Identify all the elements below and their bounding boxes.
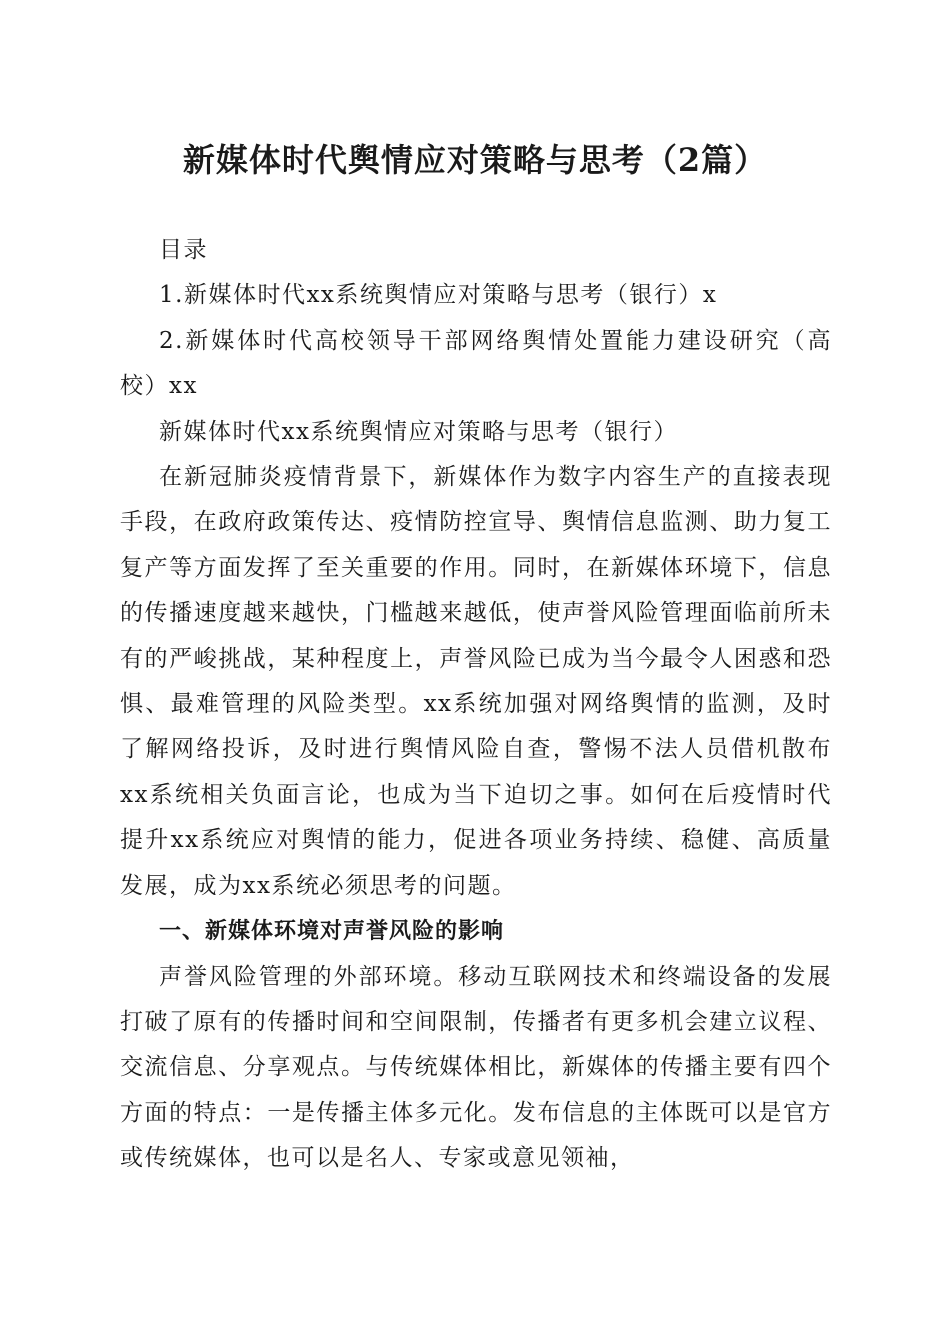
document-title: 新媒体时代舆情应对策略与思考（2篇）	[182, 141, 768, 179]
paragraph-environment: 声誉风险管理的外部环境。移动互联网技术和终端设备的发展打破了原有的传播时间和空间限制，传播者有更多机会建立议程、交流信息、分享观点。与传统媒体相比，新媒体的传播主要有四个方面的特点：一是传播主体多元化。发布信息的主体既可以是官方或传统媒体，也可以是名人、专家或意见领袖，	[120, 963, 832, 1172]
document-body	[120, 228, 832, 1182]
toc-item-2: 2.新媒体时代高校领导干部网络舆情处置能力建设研究（高校）xx	[120, 327, 832, 400]
toc-item-1: 1.新媒体时代xx系统舆情应对策略与思考（银行）x	[159, 282, 718, 309]
toc-label: 目录	[159, 237, 208, 263]
section-heading: 一、新媒体环境对声誉风险的影响	[159, 919, 505, 945]
paragraph-intro: 在新冠肺炎疫情背景下，新媒体作为数字内容生产的直接表现手段，在政府政策传达、疫情防控宣导、舆情信息监测、助力复工复产等方面发挥了至关重要的作用。同时，在新媒体环境下，信息的传播速度越来越快，门槛越来越低，使声誉风险管理面临前所未有的严峻挑战，某种程度上，声誉风险已成为当今最令人困惑和恐惧、最难管理的风险类型。xx系统加强对网络舆情的监测，及时了解网络投诉，及时进行舆情风险自查，警惕不法人员借机散布xx系统相关负面言论，也成为当下迫切之事。如何在后疫情时代提升xx系统应对舆情的能力，促进各项业务持续、稳健、高质量发展，成为xx系统必须思考的问题。	[120, 464, 832, 899]
article-title: 新媒体时代xx系统舆情应对策略与思考（银行）	[159, 418, 678, 445]
